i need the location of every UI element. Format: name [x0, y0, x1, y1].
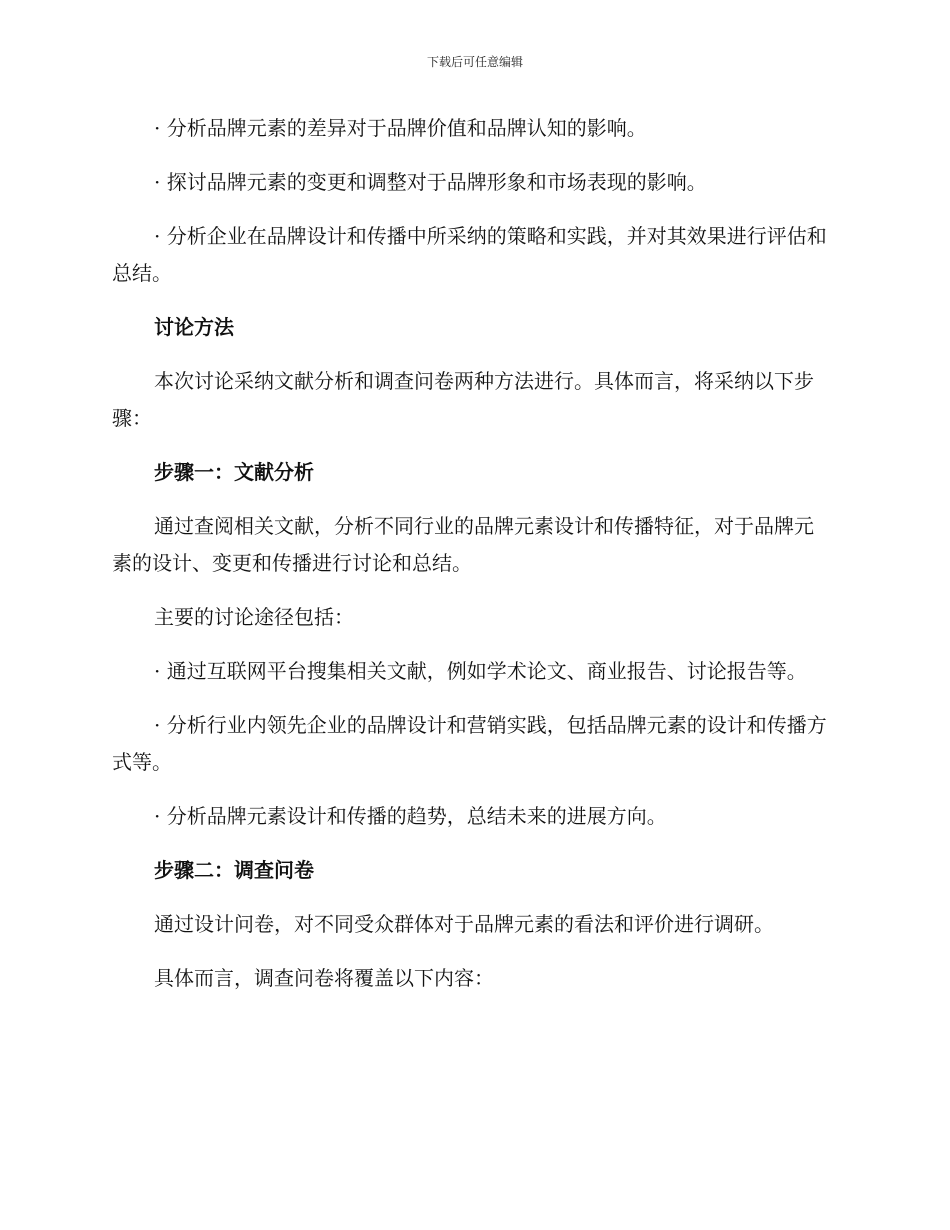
survey-content-intro: 具体而言，调查问卷将覆盖以下内容：	[154, 966, 494, 990]
bullet-leading-firms: · 分析行业内领先企业的品牌设计和营销实践，包括品牌元素的设计和传播方式等。	[112, 713, 827, 774]
bullet-strategy-analysis: · 分析企业在品牌设计和传播中所采纳的策略和实践，并对其效果进行评估和总结。	[112, 224, 827, 285]
heading-step-two: 步骤二：调查问卷	[154, 858, 314, 882]
bullet-trends: · 分析品牌元素设计和传播的趋势，总结未来的进展方向。	[154, 804, 667, 828]
bullet-brand-difference: · 分析品牌元素的差异对于品牌价值和品牌认知的影响。	[154, 116, 647, 140]
step-one-description: 通过查阅相关文献，分析不同行业的品牌元素设计和传播特征，对于品牌元素的设计、变更和传播进行讨论和总结。	[112, 514, 814, 575]
page-header-note: 下载后可任意编辑	[426, 55, 523, 69]
heading-step-one: 步骤一：文献分析	[154, 460, 314, 484]
step-two-description: 通过设计问卷，对不同受众群体对于品牌元素的看法和评价进行调研。	[154, 912, 774, 936]
bullet-internet-search: · 通过互联网平台搜集相关文献，例如学术论文、商业报告、讨论报告等。	[154, 659, 807, 683]
document-body	[112, 110, 832, 997]
research-paths-intro: 主要的讨论途径包括：	[154, 605, 354, 629]
bullet-brand-change: · 探讨品牌元素的变更和调整对于品牌形象和市场表现的影响。	[154, 170, 707, 194]
method-intro: 本次讨论采纳文献分析和调查问卷两种方法进行。具体而言，将采纳以下步骤：	[112, 369, 814, 430]
heading-method: 讨论方法	[154, 315, 234, 339]
